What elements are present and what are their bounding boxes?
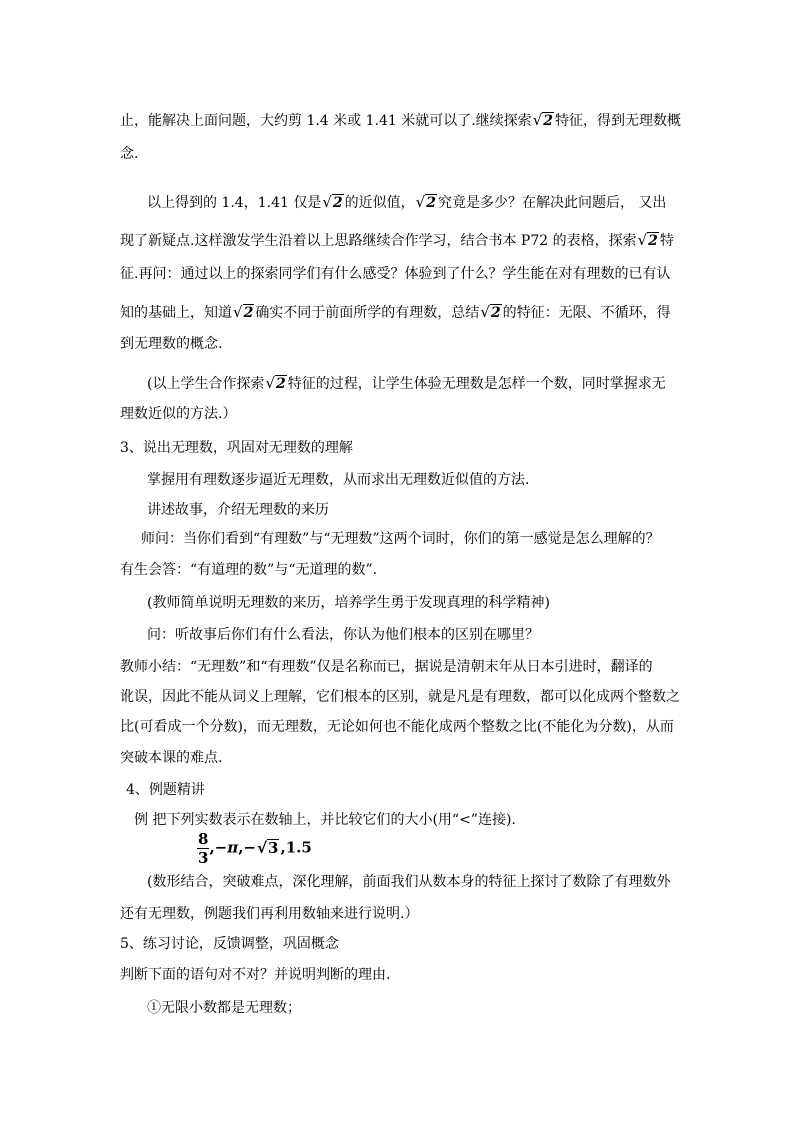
p2-line3: 征.再问：通过以上的探索同学们有什么感受？体验到了什么？学生能在对有理数的已有认 — [120, 266, 671, 282]
section-4-heading: 4、例题精讲 — [126, 782, 205, 798]
p4-line3: 比(可看成一个分数)，而无理数，无论如何也不能化成两个整数之比(不能化为分数)，从而 — [120, 719, 674, 735]
p2-line4: 知的基础上，知道√2 确实不同于前面所学的有理数，总结√2 的特征：无限、不循环，得 — [120, 303, 671, 321]
sqrt2: √2 — [233, 303, 254, 321]
p4-line2: 讹误，因此不能从词义上理解，它们根本的区别，就是凡是有理数，都可以化成两个整数之 — [120, 689, 680, 705]
example-text: 例 把下列实数表示在数轴上，并比较它们的大小(用“<”连接). — [134, 812, 516, 828]
sqrt2: √2 — [415, 193, 436, 211]
p1-line2: 念. — [120, 146, 139, 162]
p4-line4: 突破本课的难点. — [120, 750, 223, 766]
section-3-text: 讲述故事，介绍无理数的来历 — [147, 502, 329, 518]
p2-line5: 到无理数的概念. — [120, 336, 223, 352]
sqrt2: √2 — [637, 231, 658, 249]
p1-line1: 止，能解决上面问题，大约剪 1.4 米或 1.41 米就可以了.继续探索√2 特征，得到无理数概 — [120, 111, 681, 129]
fraction: $\frac{8}{3}$ — [198, 830, 209, 867]
section-3-heading: 3、说出无理数，巩固对无理数的理解 — [120, 440, 353, 456]
p5-line1: (数形结合，突破难点，深化理解，前面我们从数本身的特征上探讨了数除了有理数外 — [147, 874, 671, 890]
sqrt2: √2 — [265, 374, 286, 392]
p4-line1: 教师小结：“无理数”和“有理数”仅是名称而已，据说是清朝末年从日本引进时，翻译的 — [120, 659, 653, 675]
sqrt2: √2 — [532, 111, 553, 129]
section-3-text: 有生会答：“有道理的数”与“无道理的数”. — [120, 562, 378, 578]
sqrt2: √2 — [322, 193, 343, 211]
p2-line1: 以上得到的 1.4，1.41 仅是√2 的近似值，√2 究竟是多少？在解决此问题后， 又出 — [147, 193, 667, 211]
section-3-text: 掌握用有理数逐步逼近无理数，从而求出无理数近似值的方法. — [147, 472, 530, 488]
section-3-text: 问：听故事后你们有什么看法，你认为他们根本的区别在哪里？ — [147, 627, 539, 643]
example-formula: $\frac{8}{3}$ ,−π,−√3 ,1.5 — [198, 830, 312, 867]
p5-line2: 还有无理数，例题我们再利用数轴来进行说明.） — [120, 906, 419, 922]
sqrt3: √3 — [257, 838, 279, 857]
section-5-heading: 5、练习讨论，反馈调整，巩固概念 — [120, 936, 339, 952]
section-5-item: ①无限小数都是无理数； — [147, 1000, 301, 1016]
p2-line2: 现了新疑点.这样激发学生沿着以上思路继续合作学习，结合书本 P72 的表格，探索√2 特 — [120, 231, 674, 249]
section-3-text: (教师简单说明无理数的来历，培养学生勇于发现真理的科学精神) — [147, 595, 550, 611]
p3-line1: (以上学生合作探索√2 特征的过程，让学生体验无理数是怎样一个数，同时掌握求无 — [147, 374, 666, 392]
section-5-text: 判断下面的语句对不对？并说明判断的理由. — [120, 967, 391, 983]
p3-line2: 理数近似的方法.） — [120, 406, 237, 422]
section-3-text: 师问：当你们看到“有理数”与“无理数”这两个词时，你们的第一感觉是怎么理解的？ — [141, 531, 660, 547]
sqrt2: √2 — [480, 303, 501, 321]
